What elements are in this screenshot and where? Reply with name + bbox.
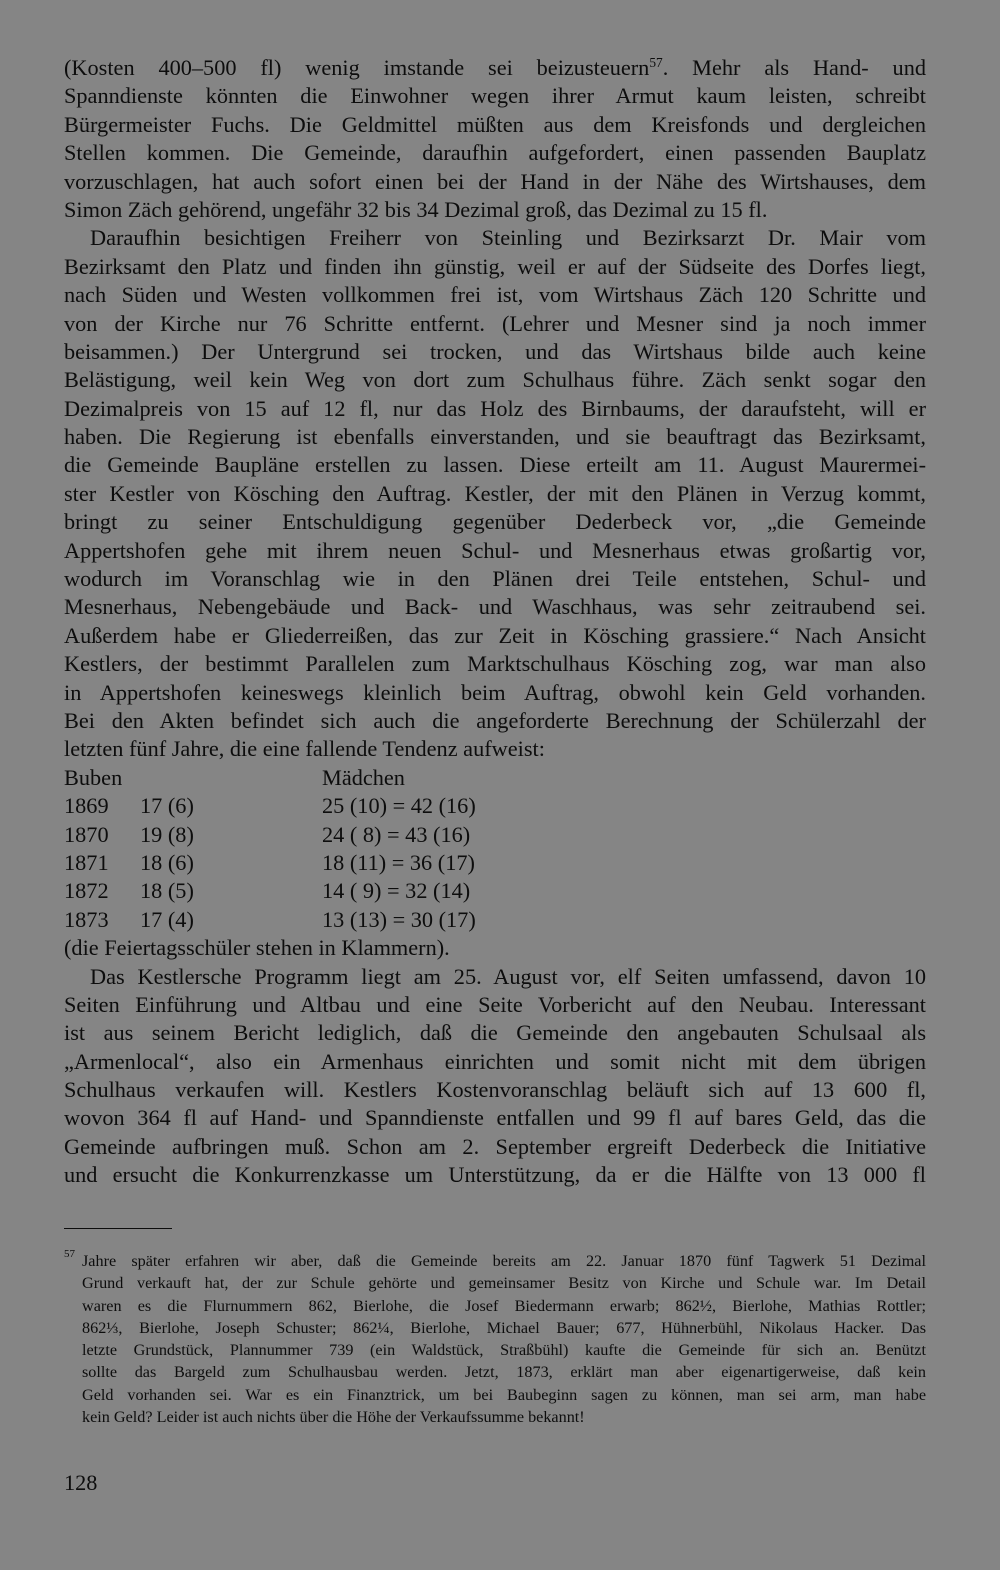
- text-line: „Armenlocal“, also ein Armenhaus einrichten und somit nicht mit dem übrigen: [64, 1048, 926, 1074]
- footnote-ref: 57: [649, 54, 663, 70]
- year-cell: 1872: [64, 878, 109, 904]
- text-line: (die Feiertagsschüler stehen in Klammern).: [64, 935, 450, 961]
- text-line: Belästigung, weil kein Weg von dort zum Schulhaus führe. Zäch senkt sogar den: [64, 367, 926, 393]
- year-cell: 1871: [64, 849, 109, 875]
- boys-cell: 18 (5): [140, 878, 194, 904]
- footnote-line: Grund verkauft hat, der zur Schule gehörte und gemeinsamer Besitz von Kirche und Schule war. Im Detail: [82, 1274, 926, 1293]
- girls-total-cell: 14 ( 9) = 32 (14): [322, 878, 471, 904]
- pupil-count-table: [64, 764, 926, 934]
- girls-total-cell: 24 ( 8) = 43 (16): [322, 821, 471, 847]
- footnote-line: Jahre später erfahren wir aber, daß die Gemeinde bereits am 22. Januar 1870 fünf Tagwerk 51 Dezimal: [82, 1252, 926, 1270]
- footnote-line: sollte das Bargeld zum Schulhausbau werden. Jetzt, 1873, erklärt man aber eigenartigerweise, daß kein: [82, 1363, 926, 1382]
- footnote-divider: [64, 1228, 172, 1229]
- paragraph-block-2: [64, 934, 926, 1190]
- text-line: letzten fünf Jahre, die eine fallende Tendenz aufweist:: [64, 736, 545, 762]
- text-line: Kestlers, der bestimmt Parallelen zum Marktschulhaus Kösching zog, war man also: [64, 651, 926, 677]
- text-line: Seiten Einführung und Altbau und eine Seite Vorbericht auf den Neubau. Interessant: [64, 991, 926, 1017]
- table-row: [64, 849, 926, 877]
- text-line: beisammen.) Der Untergrund sei trocken, und das Wirtshaus bilde auch keine: [64, 338, 926, 364]
- text-line: [64, 54, 926, 82]
- text-line: Spanndienste könnten die Einwohner wegen ihrer Armut kaum leisten, schreibt: [64, 83, 926, 109]
- text-line: wovon 364 fl auf Hand- und Spanndienste entfallen und 99 fl auf bares Geld, das die: [64, 1105, 926, 1131]
- text-line: Dezimalpreis von 15 auf 12 fl, nur das Holz des Birnbaums, der daraufsteht, will er: [64, 395, 926, 421]
- boys-cell: 17 (6): [140, 793, 194, 819]
- text-line: haben. Die Regierung ist ebenfalls einverstanden, und sie beauftragt das Bezirksamt,: [64, 424, 926, 450]
- text-line: Daraufhin besichtigen Freiherr von Steinling und Bezirksarzt Dr. Mair vom: [90, 225, 926, 251]
- girls-total-cell: 25 (10) = 42 (16): [322, 793, 476, 819]
- text-segment: . Mehr als Hand- und: [662, 55, 926, 80]
- footnote-line: letzte Grundstück, Plannummer 739 (ein Waldstück, Straßbühl) kaufte die Gemeinde für sich an. Benützt: [82, 1341, 926, 1360]
- girls-total-cell: 18 (11) = 36 (17): [322, 849, 475, 875]
- footnote-line: 862⅓, Bierlohe, Joseph Schuster; 862¼, Bierlohe, Michael Bauer; 677, Hühnerbühl, Nikolaus Hacker. Das: [82, 1318, 926, 1337]
- text-line: Das Kestlersche Programm liegt am 25. August vor, elf Seiten umfassend, davon 10: [90, 963, 926, 989]
- text-line: Bei den Akten befindet sich auch die angeforderte Berechnung der Schülerzahl der: [64, 707, 926, 733]
- text-line: bringt zu seiner Entschuldigung gegenüber Dederbeck vor, „die Gemeinde: [64, 509, 926, 535]
- year-cell: 1873: [64, 906, 109, 932]
- page-body: [64, 54, 926, 1190]
- text-line: die Gemeinde Baupläne erstellen zu lassen. Diese erteilt am 11. August Maurermei-: [64, 452, 926, 478]
- table-row: [64, 792, 926, 820]
- footnote-line: Geld vorhanden sei. War es ein Finanztrick, um bei Baubeginn sagen zu können, man sei arm, man habe: [82, 1385, 926, 1404]
- text-line: Appertshofen gehe mit ihrem neuen Schul- und Mesnerhaus etwas großartig vor,: [64, 537, 926, 563]
- text-line: Simon Zäch gehörend, ungefähr 32 bis 34 Dezimal groß, das Dezimal zu 15 fl.: [64, 196, 768, 222]
- table-row: [64, 877, 926, 905]
- text-line: in Appertshofen keineswegs kleinlich beim Auftrag, obwohl kein Geld vorhanden.: [64, 679, 926, 705]
- text-line: vorzuschlagen, hat auch sofort einen bei der Hand in der Nähe des Wirtshauses, dem: [64, 168, 926, 194]
- year-cell: 1870: [64, 821, 109, 847]
- header-girls: Mädchen: [322, 764, 405, 790]
- boys-cell: 18 (6): [140, 849, 194, 875]
- boys-cell: 17 (4): [140, 906, 194, 932]
- text-line: und ersucht die Konkurrenzkasse um Unterstützung, da er die Hälfte von 13 000 fl: [64, 1162, 926, 1188]
- girls-total-cell: 13 (13) = 30 (17): [322, 906, 476, 932]
- text-line: ster Kestler von Kösching den Auftrag. Kestler, der mit den Plänen in Verzug kommt,: [64, 480, 926, 506]
- text-line: nach Süden und Westen vollkommen frei ist, vom Wirtshaus Zäch 120 Schritte und: [64, 282, 926, 308]
- table-row: [64, 906, 926, 934]
- text-line: Bezirksamt den Platz und finden ihn günstig, weil er auf der Südseite des Dorfes liegt,: [64, 253, 926, 279]
- text-line: von der Kirche nur 76 Schritte entfernt. (Lehrer und Mesner sind ja noch immer: [64, 310, 926, 336]
- paragraph-block-1: [64, 54, 926, 764]
- text-line: Stellen kommen. Die Gemeinde, daraufhin aufgefordert, einen passenden Bauplatz: [64, 140, 926, 166]
- table-row: [64, 821, 926, 849]
- footnote-line: kein Geld? Leider ist auch nichts über die Höhe der Verkaufssumme bekannt!: [82, 1408, 585, 1427]
- text-line: Mesnerhaus, Nebengebäude und Back- und Waschhaus, was sehr zeitraubend sei.: [64, 594, 926, 620]
- text-line: Bürgermeister Fuchs. Die Geldmittel müßten aus dem Kreisfonds und dergleichen: [64, 111, 926, 137]
- text-line: Schulhaus verkaufen will. Kestlers Kostenvoranschlag beläuft sich auf 13 600 fl,: [64, 1077, 926, 1103]
- text-line: wodurch im Voranschlag wie in den Plänen drei Teile entstehen, Schul- und: [64, 566, 926, 592]
- text-line: Gemeinde aufbringen muß. Schon am 2. September ergreift Dederbeck die Initiative: [64, 1133, 926, 1159]
- text-line: ist aus seinem Bericht lediglich, daß die Gemeinde den angebauten Schulsaal als: [64, 1020, 926, 1046]
- year-cell: 1869: [64, 793, 109, 819]
- footnote-line: waren es die Flurnummern 862, Bierlohe, die Josef Biedermann erwarb; 862½, Bierlohe, Mathias Rottler;: [82, 1296, 926, 1315]
- page-number: 128: [64, 1470, 98, 1495]
- footnote-mark: 57: [64, 1248, 75, 1260]
- text-line: Außerdem habe er Gliederreißen, das zur Zeit in Kösching grassiere.“ Nach Ansicht: [64, 622, 926, 648]
- text-segment: (Kosten 400–500 fl) wenig imstande sei beizusteuern: [64, 55, 650, 80]
- table-header: [64, 764, 926, 792]
- footnote: [64, 1250, 926, 1428]
- header-boys: Buben: [64, 764, 123, 790]
- boys-cell: 19 (8): [140, 821, 194, 847]
